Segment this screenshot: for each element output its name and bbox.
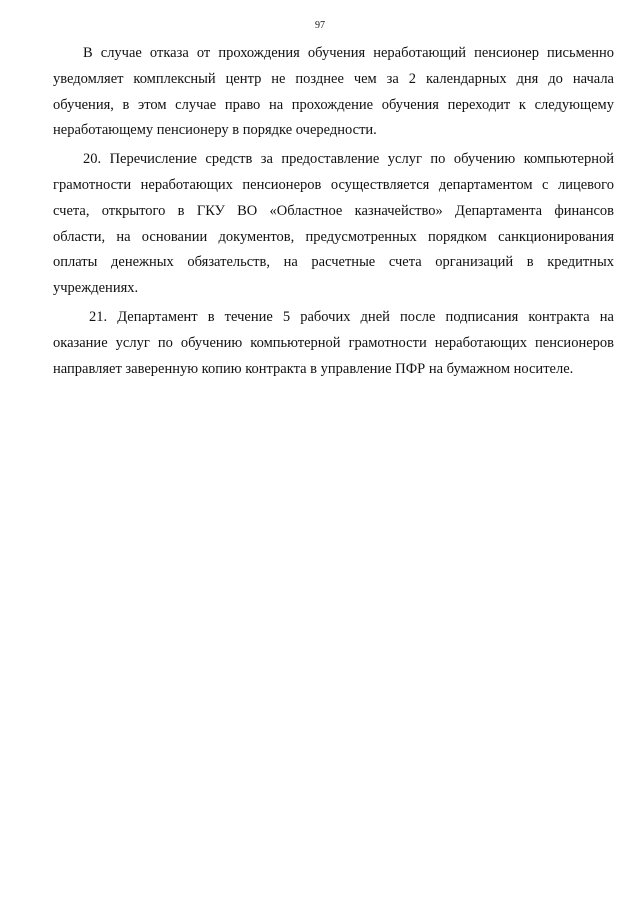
text-line: оказание услуг по обучению компьютерной грамотности неработающих пенсионеров	[53, 334, 614, 351]
paragraph-item-20	[53, 147, 614, 302]
text-line: направляет заверенную копию контракта в управление ПФР на бумажном носителе.	[53, 360, 574, 377]
text-line: грамотности неработающих пенсионеров осуществляется департаментом с лицевого	[53, 176, 614, 193]
page-number: 97	[315, 20, 325, 31]
text-line: обучения, в этом случае право на прохождение обучения переходит к следующему	[53, 96, 614, 113]
text-line: области, на основании документов, предусмотренных порядком санкционирования	[53, 228, 614, 245]
text-line: неработающему пенсионеру в порядке очередности.	[53, 122, 377, 139]
paragraph-refusal	[53, 41, 614, 144]
text-line: 20. Перечисление средств за предоставление услуг по обучению компьютерной	[83, 151, 614, 168]
text-line: учреждениях.	[53, 280, 139, 297]
paragraph-item-21	[53, 305, 614, 382]
document-body	[53, 41, 614, 382]
text-line: 21. Департамент в течение 5 рабочих дней после подписания контракта на	[89, 308, 614, 325]
text-line: уведомляет комплексный центр не позднее чем за 2 календарных дня до начала	[53, 70, 614, 87]
text-line: счета, открытого в ГКУ ВО «Областное казначейство» Департамента финансов	[53, 202, 614, 219]
text-line: оплаты денежных обязательств, на расчетные счета организаций в кредитных	[53, 254, 614, 271]
text-line: В случае отказа от прохождения обучения неработающий пенсионер письменно	[83, 45, 614, 61]
